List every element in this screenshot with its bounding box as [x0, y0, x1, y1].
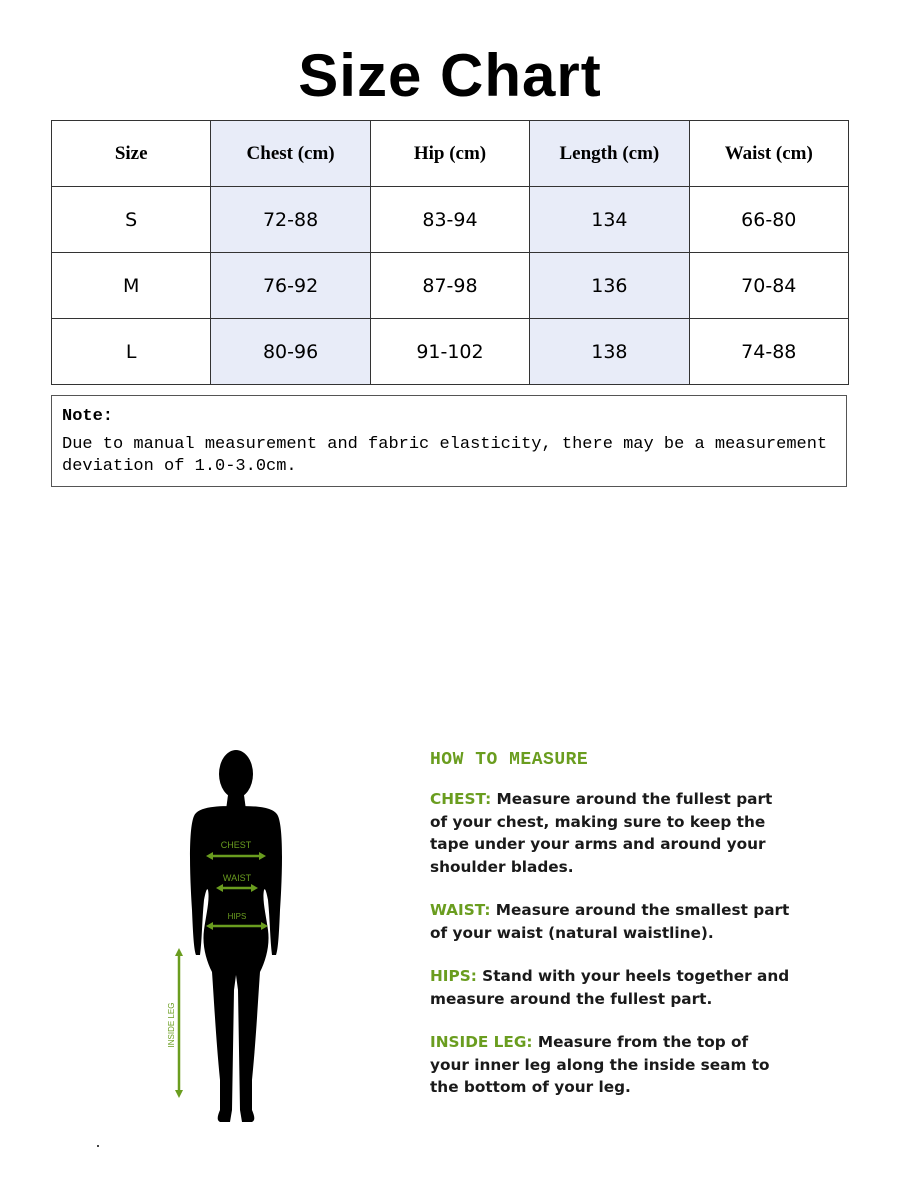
table-row [52, 319, 849, 385]
header-size: Size [52, 121, 211, 187]
measure-text: Measure from the top of your inner leg along the inside seam to the bottom of your leg. [430, 1033, 770, 1096]
measure-label: CHEST: [430, 790, 492, 808]
note-box [51, 395, 847, 487]
decorative-dot [97, 1145, 99, 1147]
cell-hip: 91-102 [370, 319, 529, 385]
cell-hip: 87-98 [370, 253, 529, 319]
cell-chest: 72-88 [211, 187, 370, 253]
measure-text: Stand with your heels together and measure around the fullest part. [430, 967, 790, 1008]
table-header-row [52, 121, 849, 187]
cell-size: M [52, 253, 211, 319]
cell-waist: 74-88 [689, 319, 848, 385]
inside-leg-arrow-icon [175, 948, 183, 1098]
size-table [51, 120, 849, 385]
inside-leg-label: INSIDE LEG [167, 1002, 176, 1048]
measure-item-hips [430, 965, 790, 1010]
measure-label: INSIDE LEG: [430, 1033, 533, 1051]
cell-length: 138 [530, 319, 689, 385]
measure-label: WAIST: [430, 901, 491, 919]
body-silhouette-figure [150, 740, 330, 1130]
measure-item-waist [430, 899, 790, 944]
measure-text: Measure around the fullest part of your chest, making sure to keep the tape under your arms and around your shoulder blades. [430, 790, 773, 876]
cell-chest: 80-96 [211, 319, 370, 385]
note-title: Note: [62, 407, 114, 426]
how-to-measure-title: HOW TO MEASURE [430, 750, 589, 770]
cell-size: S [52, 187, 211, 253]
measure-label: HIPS: [430, 967, 477, 985]
cell-waist: 70-84 [689, 253, 848, 319]
cell-size: L [52, 319, 211, 385]
measure-item-chest [430, 788, 790, 878]
cell-waist: 66-80 [689, 187, 848, 253]
silhouette-icon [190, 750, 282, 1122]
how-to-measure-section [430, 750, 790, 1120]
hips-label: HIPS [227, 912, 247, 921]
table-row [52, 187, 849, 253]
header-waist: Waist (cm) [689, 121, 848, 187]
cell-length: 136 [530, 253, 689, 319]
table-row [52, 253, 849, 319]
waist-label: WAIST [222, 873, 252, 883]
cell-hip: 83-94 [370, 187, 529, 253]
header-chest: Chest (cm) [211, 121, 370, 187]
cell-length: 134 [530, 187, 689, 253]
header-length: Length (cm) [530, 121, 689, 187]
measure-item-inside-leg [430, 1031, 790, 1099]
chest-label: CHEST [220, 840, 252, 850]
page-title: Size Chart [298, 42, 602, 109]
cell-chest: 76-92 [211, 253, 370, 319]
header-hip: Hip (cm) [370, 121, 529, 187]
note-text: Due to manual measurement and fabric elasticity, there may be a measurement deviation of 1.0-3.0cm. [62, 435, 828, 476]
measure-text: Measure around the smallest part of your waist (natural waistline). [430, 901, 790, 942]
